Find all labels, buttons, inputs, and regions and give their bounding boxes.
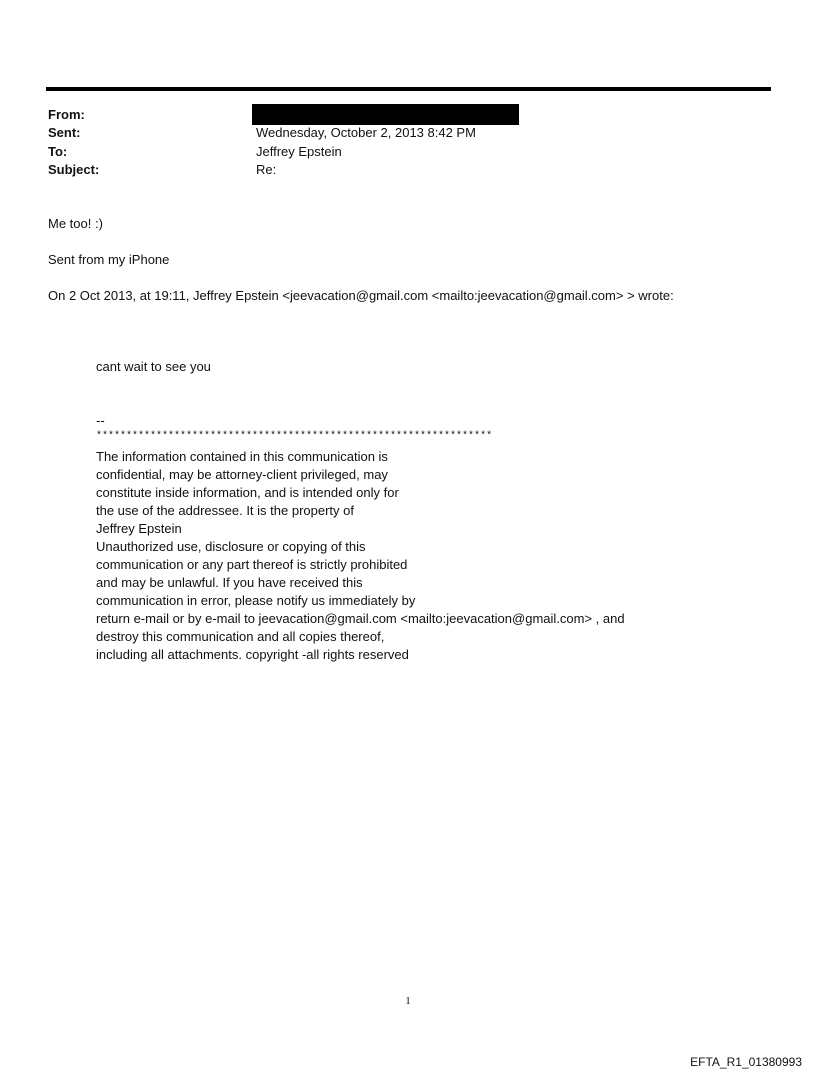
header-divider: [46, 87, 771, 91]
disclaimer-line: constitute inside information, and is intended only for: [96, 485, 399, 500]
email-signature: Sent from my iPhone: [48, 252, 170, 267]
quoted-message: cant wait to see you: [96, 359, 211, 374]
to-label: To:: [48, 144, 68, 159]
confidentiality-disclaimer: [96, 448, 625, 664]
disclaimer-line: Unauthorized use, disclosure or copying of this: [96, 539, 366, 554]
page-number: 1: [405, 995, 411, 1007]
asterisk-divider: ******************************************************************: [96, 431, 493, 442]
disclaimer-line: return e-mail or by e-mail to jeevacation@gmail.com <mailto:jeevacation@gmail.com> , and: [96, 611, 625, 626]
disclaimer-line: The information contained in this communication is: [96, 449, 388, 464]
disclaimer-line: destroy this communication and all copies thereof,: [96, 629, 385, 644]
quote-intro: On 2 Oct 2013, at 19:11, Jeffrey Epstein <jeevacation@gmail.com <mailto:jeevacation@gmail.com> > wrote:: [48, 288, 674, 303]
document-id: EFTA_R1_01380993: [690, 1055, 802, 1069]
sent-label: Sent:: [48, 125, 81, 140]
disclaimer-line: Jeffrey Epstein: [96, 521, 182, 536]
to-value: Jeffrey Epstein: [256, 144, 342, 159]
disclaimer-line: communication or any part thereof is strictly prohibited: [96, 557, 408, 572]
disclaimer-line: and may be unlawful. If you have received this: [96, 575, 363, 590]
subject-label: Subject:: [48, 162, 100, 177]
disclaimer-line: the use of the addressee. It is the property of: [96, 503, 354, 518]
reply-text: Me too! :): [48, 216, 103, 231]
disclaimer-line: communication in error, please notify us immediately by: [96, 593, 416, 608]
subject-value: Re:: [256, 162, 277, 177]
redaction-box: [252, 104, 519, 125]
disclaimer-line: confidential, may be attorney-client privileged, may: [96, 467, 388, 482]
signature-separator: --: [96, 413, 105, 428]
sent-value: Wednesday, October 2, 2013 8:42 PM: [256, 125, 476, 140]
from-label: From:: [48, 107, 85, 122]
disclaimer-line: including all attachments. copyright -all rights reserved: [96, 647, 409, 662]
